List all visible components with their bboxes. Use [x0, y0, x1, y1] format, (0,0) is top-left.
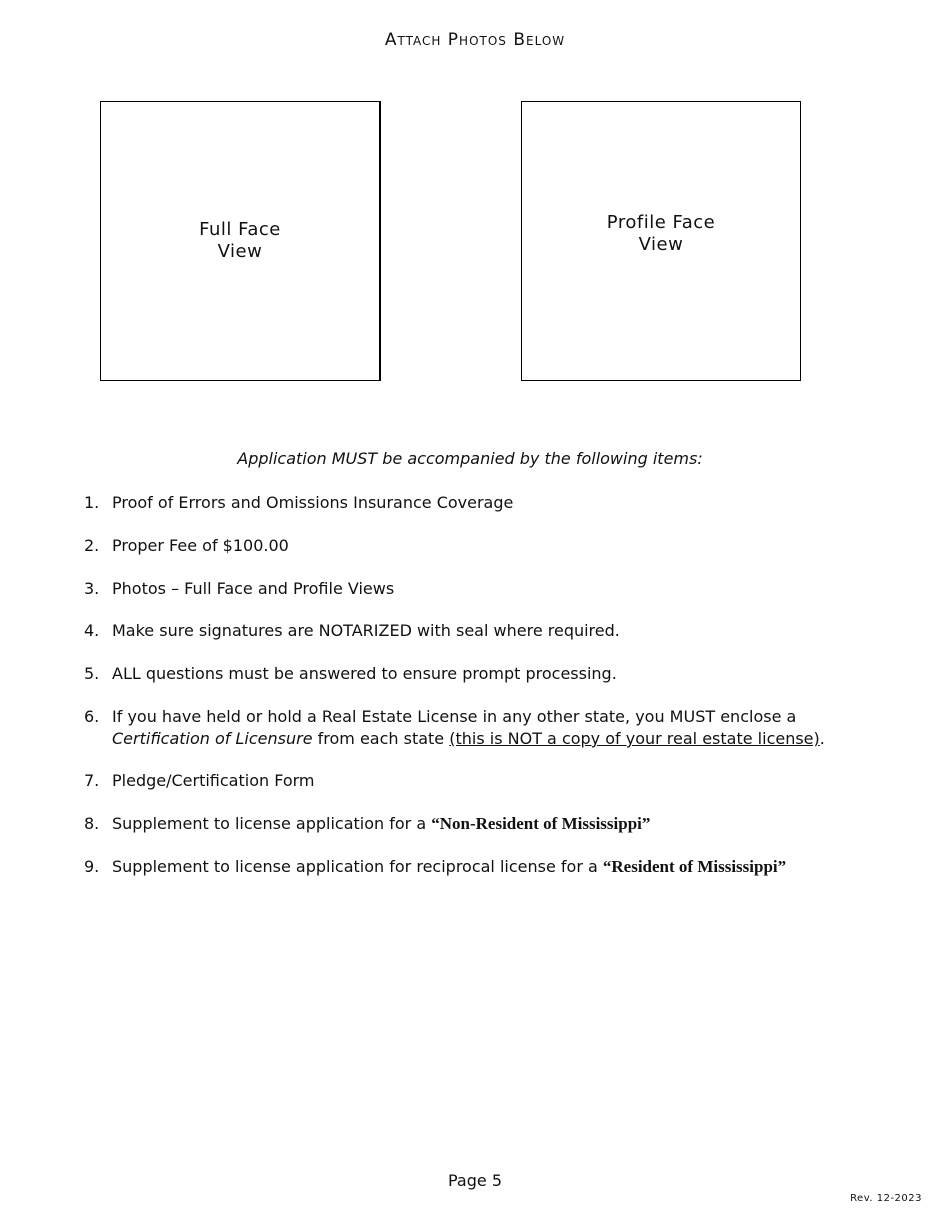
list-item — [84, 856, 844, 878]
item-number: 8. — [84, 814, 100, 833]
item-text: Proper Fee of $100.00 — [112, 536, 289, 555]
list-item — [84, 770, 844, 792]
item-text: Make sure signatures are NOTARIZED with seal where required. — [112, 621, 620, 640]
profile-face-photo-box — [521, 101, 801, 381]
item-text: Photos – Full Face and Profile Views — [112, 579, 395, 598]
item-number: 5. — [84, 664, 100, 683]
resident-label: “Resident of Mississippi” — [602, 857, 787, 876]
list-item — [84, 578, 844, 600]
full-face-label-line1: Full Face — [199, 219, 281, 240]
item-text-part: Supplement to license application for reciprocal license for a — [112, 857, 603, 876]
item-text: Pledge/Certification Form — [112, 771, 315, 790]
profile-face-label-line2: View — [638, 234, 684, 255]
item-text-part: . — [819, 729, 825, 748]
list-item — [84, 535, 844, 557]
item-number: 2. — [84, 536, 100, 555]
item-number: 4. — [84, 621, 100, 640]
item-number: 3. — [84, 579, 100, 598]
item-text: ALL questions must be answered to ensure prompt processing. — [112, 664, 617, 683]
item-text: Proof of Errors and Omissions Insurance Coverage — [112, 493, 514, 512]
item-number: 7. — [84, 771, 100, 790]
certification-of-licensure: Certification of Licensure — [112, 729, 313, 748]
item-text-part: Supplement to license application for a — [112, 814, 432, 833]
non-resident-label: “Non-Resident of Mississippi” — [431, 814, 651, 833]
item-text — [112, 856, 844, 878]
list-item — [84, 706, 844, 750]
full-face-photo-box — [100, 101, 381, 381]
item-number: 9. — [84, 857, 100, 876]
profile-face-label-line1: Profile Face — [606, 212, 716, 233]
item-number: 1. — [84, 493, 100, 512]
list-item — [84, 620, 844, 642]
item-number: 6. — [84, 707, 100, 726]
item-text — [112, 706, 844, 750]
page-number: Page 5 — [448, 1171, 502, 1190]
page-title: Attach Photos Below — [384, 30, 566, 50]
item-text — [112, 813, 844, 835]
full-face-label-line2: View — [217, 241, 263, 262]
license-note: (this is NOT a copy of your real estate license) — [449, 729, 820, 748]
requirements-intro: Application MUST be accompanied by the following items: — [237, 449, 703, 468]
item-text-part: from each state — [312, 729, 450, 748]
list-item — [84, 492, 844, 514]
revision-label: Rev. 12-2023 — [850, 1193, 922, 1204]
list-item — [84, 663, 844, 685]
list-item — [84, 813, 844, 835]
item-text-part: If you have held or hold a Real Estate License in any other state, you MUST enclose a — [112, 707, 797, 726]
